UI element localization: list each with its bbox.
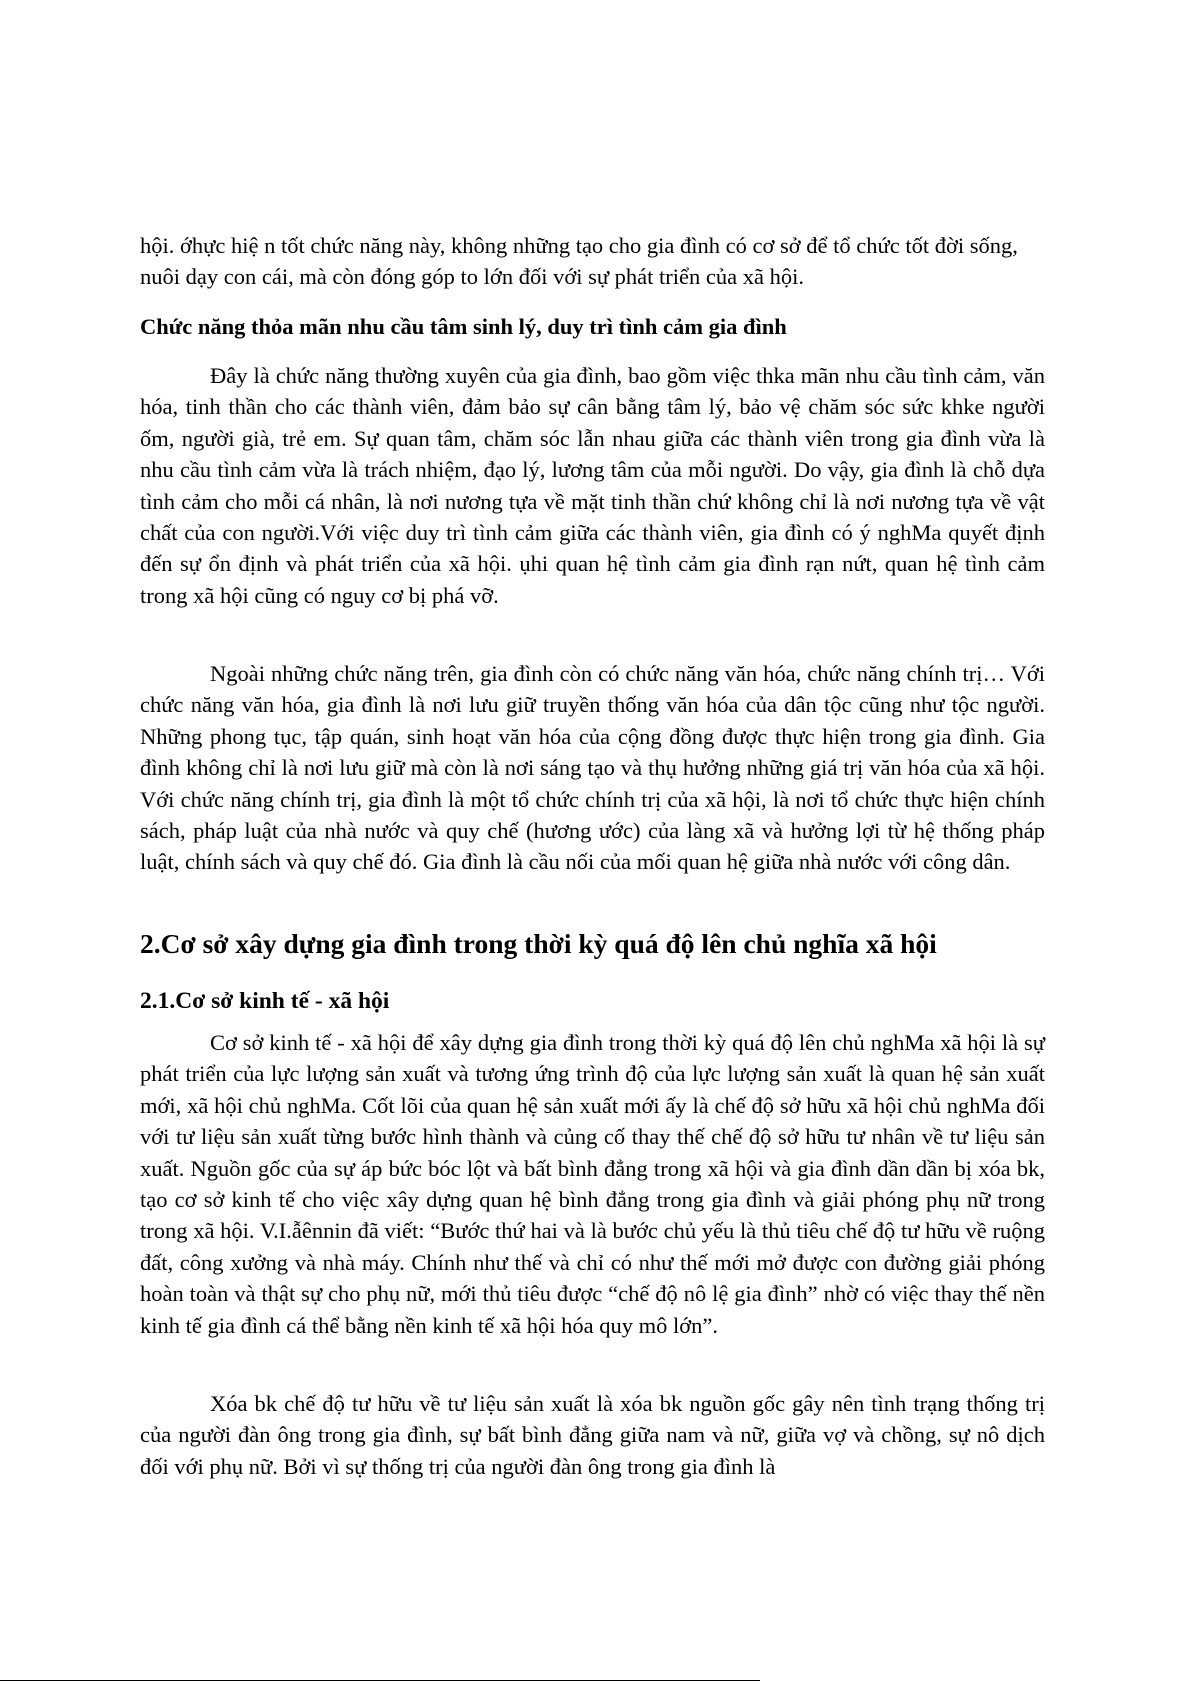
function-heading: Chức năng thỏa mãn nhu cầu tâm sinh lý, duy trì tình cảm gia đình <box>140 314 787 339</box>
footer-divider <box>0 1680 760 1681</box>
body-paragraph-1: Đây là chức năng thường xuyên của gia đình, bao gồm việc thka mãn nhu cầu tình cảm, văn hóa, tinh thần cho các thành viên, đảm bảo sự cân bằng tâm lý, bảo vệ chăm sóc sức khke người ốm, người già, trẻ em. Sự quan tâm, chăm sóc lẫn nhau giữa các thành viên trong gia đình vừa là nhu cầu tình cảm vừa là trách nhiệm, đạo lý, lương tâm của mỗi người. Do vậy, gia đình là chỗ dựa tình cảm cho mỗi cá nhân, là nơi nương tựa về mặt tinh thần chứ không chỉ là nơi nương tựa về vật chất của con người.Với việc duy trì tình cảm giữa các thành viên, gia đình có ý nghMa quyết định đến sự ổn định và phát triển của xã hội. ụhi quan hệ tình cảm gia đình rạn nứt, quan hệ tình cảm trong xã hội cũng có nguy cơ bị phá vỡ. <box>140 363 1045 608</box>
body-paragraph-2: Ngoài những chức năng trên, gia đình còn có chức năng văn hóa, chức năng chính trị… Với chức năng văn hóa, gia đình là nơi lưu giữ truyền thống văn hóa của dân tộc cũng như tộc người. Những phong tục, tập quán, sinh hoạt văn hóa của cộng đồng được thực hiện trong gia đình. Gia đình không chỉ là nơi lưu giữ mà còn là nơi sáng tạo và thụ hưởng những giá trị văn hóa của xã hội. Với chức năng chính trị, gia đình là một tổ chức chính trị của xã hội, là nơi tổ chức thực hiện chính sách, pháp luật của nhà nước và quy chế (hương ước) của làng xã và hưởng lợi từ hệ thống pháp luật, chính sách và quy chế đó. Gia đình là cầu nối của mối quan hệ giữa nhà nước với công dân. <box>140 661 1045 875</box>
body-paragraph-4: Xóa bk chế độ tư hữu về tư liệu sản xuất là xóa bk nguồn gốc gây nên tình trạng thống trị của người đàn ông trong gia đình, sự bất bình đẳng giữa nam và nữ, giữa vợ và chồng, sự nô dịch đối với phụ nữ. Bởi vì sự thống trị của người đàn ông trong gia đình là <box>140 1391 1045 1479</box>
body-paragraph-3: Cơ sở kinh tế - xã hội để xây dựng gia đình trong thời kỳ quá độ lên chủ nghMa xã hội là sự phát triển của lực lượng sản xuất và tương ứng trình độ của lực lượng sản xuất là quan hệ sản xuất mới, xã hội chủ nghMa. Cốt lõi của quan hệ sản xuất mới ấy là chế độ sở hữu xã hội chủ nghMa đối với tư liệu sản xuất từng bước hình thành và củng cố thay thế chế độ sở hữu tư nhân về tư liệu sản xuất. Nguồn gốc của sự áp bức bóc lột và bất bình đẳng trong xã hội và gia đình dần dần bị xóa bk, tạo cơ sở kinh tế cho việc xây dựng quan hệ bình đẳng trong gia đình và giải phóng phụ nữ trong trong xã hội. V.I.ẫênnin đã viết: “Bước thứ hai và là bước chủ yếu là thủ tiêu chế độ tư hữu về ruộng đất, công xưởng và nhà máy. Chính như thế và chỉ có như thế mới mở được con đường giải phóng hoàn toàn và thật sự cho phụ nữ, mới thủ tiêu được “chế độ nô lệ gia đình” nhờ có việc thay thế nền kinh tế gia đình cá thể bằng nền kinh tế xã hội hóa quy mô lớn”. <box>140 1030 1045 1338</box>
continuation-paragraph: hội. ớhực hiệ n tốt chức năng này, không những tạo cho gia đình có cơ sở để tổ chức tốt đời sống, nuôi dạy con cái, mà còn đóng góp to lớn đối với sự phát triển của xã hội. <box>140 233 1018 290</box>
subsection-heading: 2.1.Cơ sở kinh tế - xã hội <box>140 988 390 1014</box>
section-heading: 2.Cơ sở xây dựng gia đình trong thời kỳ quá độ lên chủ nghĩa xã hội <box>140 928 937 959</box>
